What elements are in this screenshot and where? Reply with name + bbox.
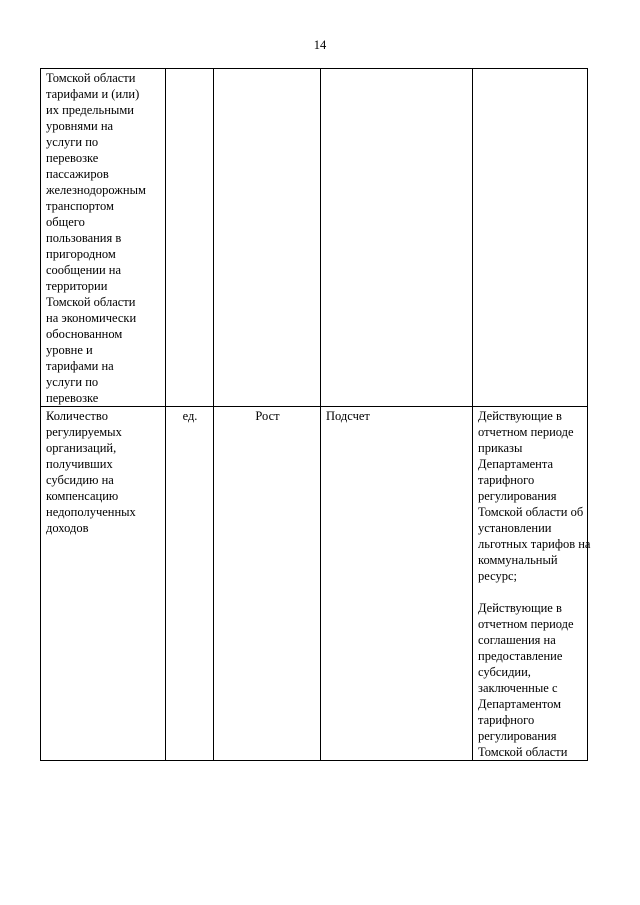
source-text-line: регулирования	[478, 489, 557, 503]
row1-trend-cell	[214, 69, 321, 407]
table-row	[41, 69, 588, 407]
indicator-text-line: территории	[46, 279, 108, 293]
source-text-line: приказы	[478, 441, 523, 455]
source-text-line: Томской области об	[478, 505, 584, 519]
row2-source-cell	[473, 407, 591, 761]
source-text-line: ресурс;	[478, 569, 518, 583]
indicator-text-line: железнодорожным	[46, 183, 146, 197]
source-text-line: регулирования	[478, 729, 557, 743]
row1-indicator-cell	[41, 69, 166, 407]
row1-source-cell	[473, 69, 588, 407]
source-text-line: Действующие в	[478, 409, 562, 423]
paragraph-gap	[478, 584, 583, 600]
indicator-text-line: их предельными	[46, 103, 134, 117]
source-text-line: тарифного	[478, 473, 535, 487]
indicator-text-line: перевозке	[46, 151, 99, 165]
row2-indicator-cell	[41, 407, 166, 761]
row2-trend-cell: Рост	[214, 407, 321, 761]
source-text-line: соглашения на	[478, 633, 556, 647]
indicator-text-line: регулируемых	[46, 425, 122, 439]
indicator-text-line: Томской области	[46, 295, 136, 309]
indicator-text-line: тарифами и (или)	[46, 87, 140, 101]
indicator-text-line: компенсацию	[46, 489, 119, 503]
indicator-text-line: пригородном	[46, 247, 116, 261]
indicator-text-line: уровнями на	[46, 119, 114, 133]
source-text-line: отчетном периоде	[478, 425, 574, 439]
row2-unit-cell: ед.	[166, 407, 214, 761]
indicator-text-line: уровне и	[46, 343, 93, 357]
indicator-text-line: общего	[46, 215, 85, 229]
indicator-table	[40, 68, 591, 761]
table-row	[41, 407, 588, 761]
indicator-text-line: Томской области	[46, 71, 136, 85]
indicator-text-line: обоснованном	[46, 327, 123, 341]
indicator-text-line: недополученных	[46, 505, 136, 519]
source-text-line: Томской области	[478, 745, 568, 759]
source-text-line: предоставление	[478, 649, 563, 663]
indicator-text-line: перевозке	[46, 391, 99, 405]
indicator-text-line: субсидию на	[46, 473, 114, 487]
indicator-text-line: на экономически	[46, 311, 137, 325]
indicator-text-line: транспортом	[46, 199, 114, 213]
source-text-line: установлении	[478, 521, 552, 535]
source-text-line: тарифного	[478, 713, 535, 727]
source-text-line: льготных тарифов на	[478, 537, 591, 551]
indicator-text-line: сообщении на	[46, 263, 122, 277]
indicator-text-line: пользования в	[46, 231, 122, 245]
indicator-text-line: получивших	[46, 457, 113, 471]
source-text-line: коммунальный	[478, 553, 558, 567]
indicator-text-line: пассажиров	[46, 167, 109, 181]
indicator-text-line: Количество	[46, 409, 108, 423]
source-text-line: заключенные с	[478, 681, 558, 695]
page-number: 14	[313, 38, 327, 52]
indicator-text-line: организаций,	[46, 441, 117, 455]
source-text-line: Департаментом	[478, 697, 562, 711]
indicator-text-line: тарифами на	[46, 359, 114, 373]
source-text-line: Действующие в	[478, 601, 562, 615]
indicator-text-line: услуги по	[46, 135, 99, 149]
row2-method-cell: Подсчет	[321, 407, 473, 761]
row1-method-cell	[321, 69, 473, 407]
row1-unit-cell	[166, 69, 214, 407]
source-text-line: субсидии,	[478, 665, 531, 679]
source-text-line: Департамента	[478, 457, 554, 471]
indicator-text-line: услуги по	[46, 375, 99, 389]
indicator-text-line: доходов	[46, 521, 89, 535]
source-text-line: отчетном периоде	[478, 617, 574, 631]
